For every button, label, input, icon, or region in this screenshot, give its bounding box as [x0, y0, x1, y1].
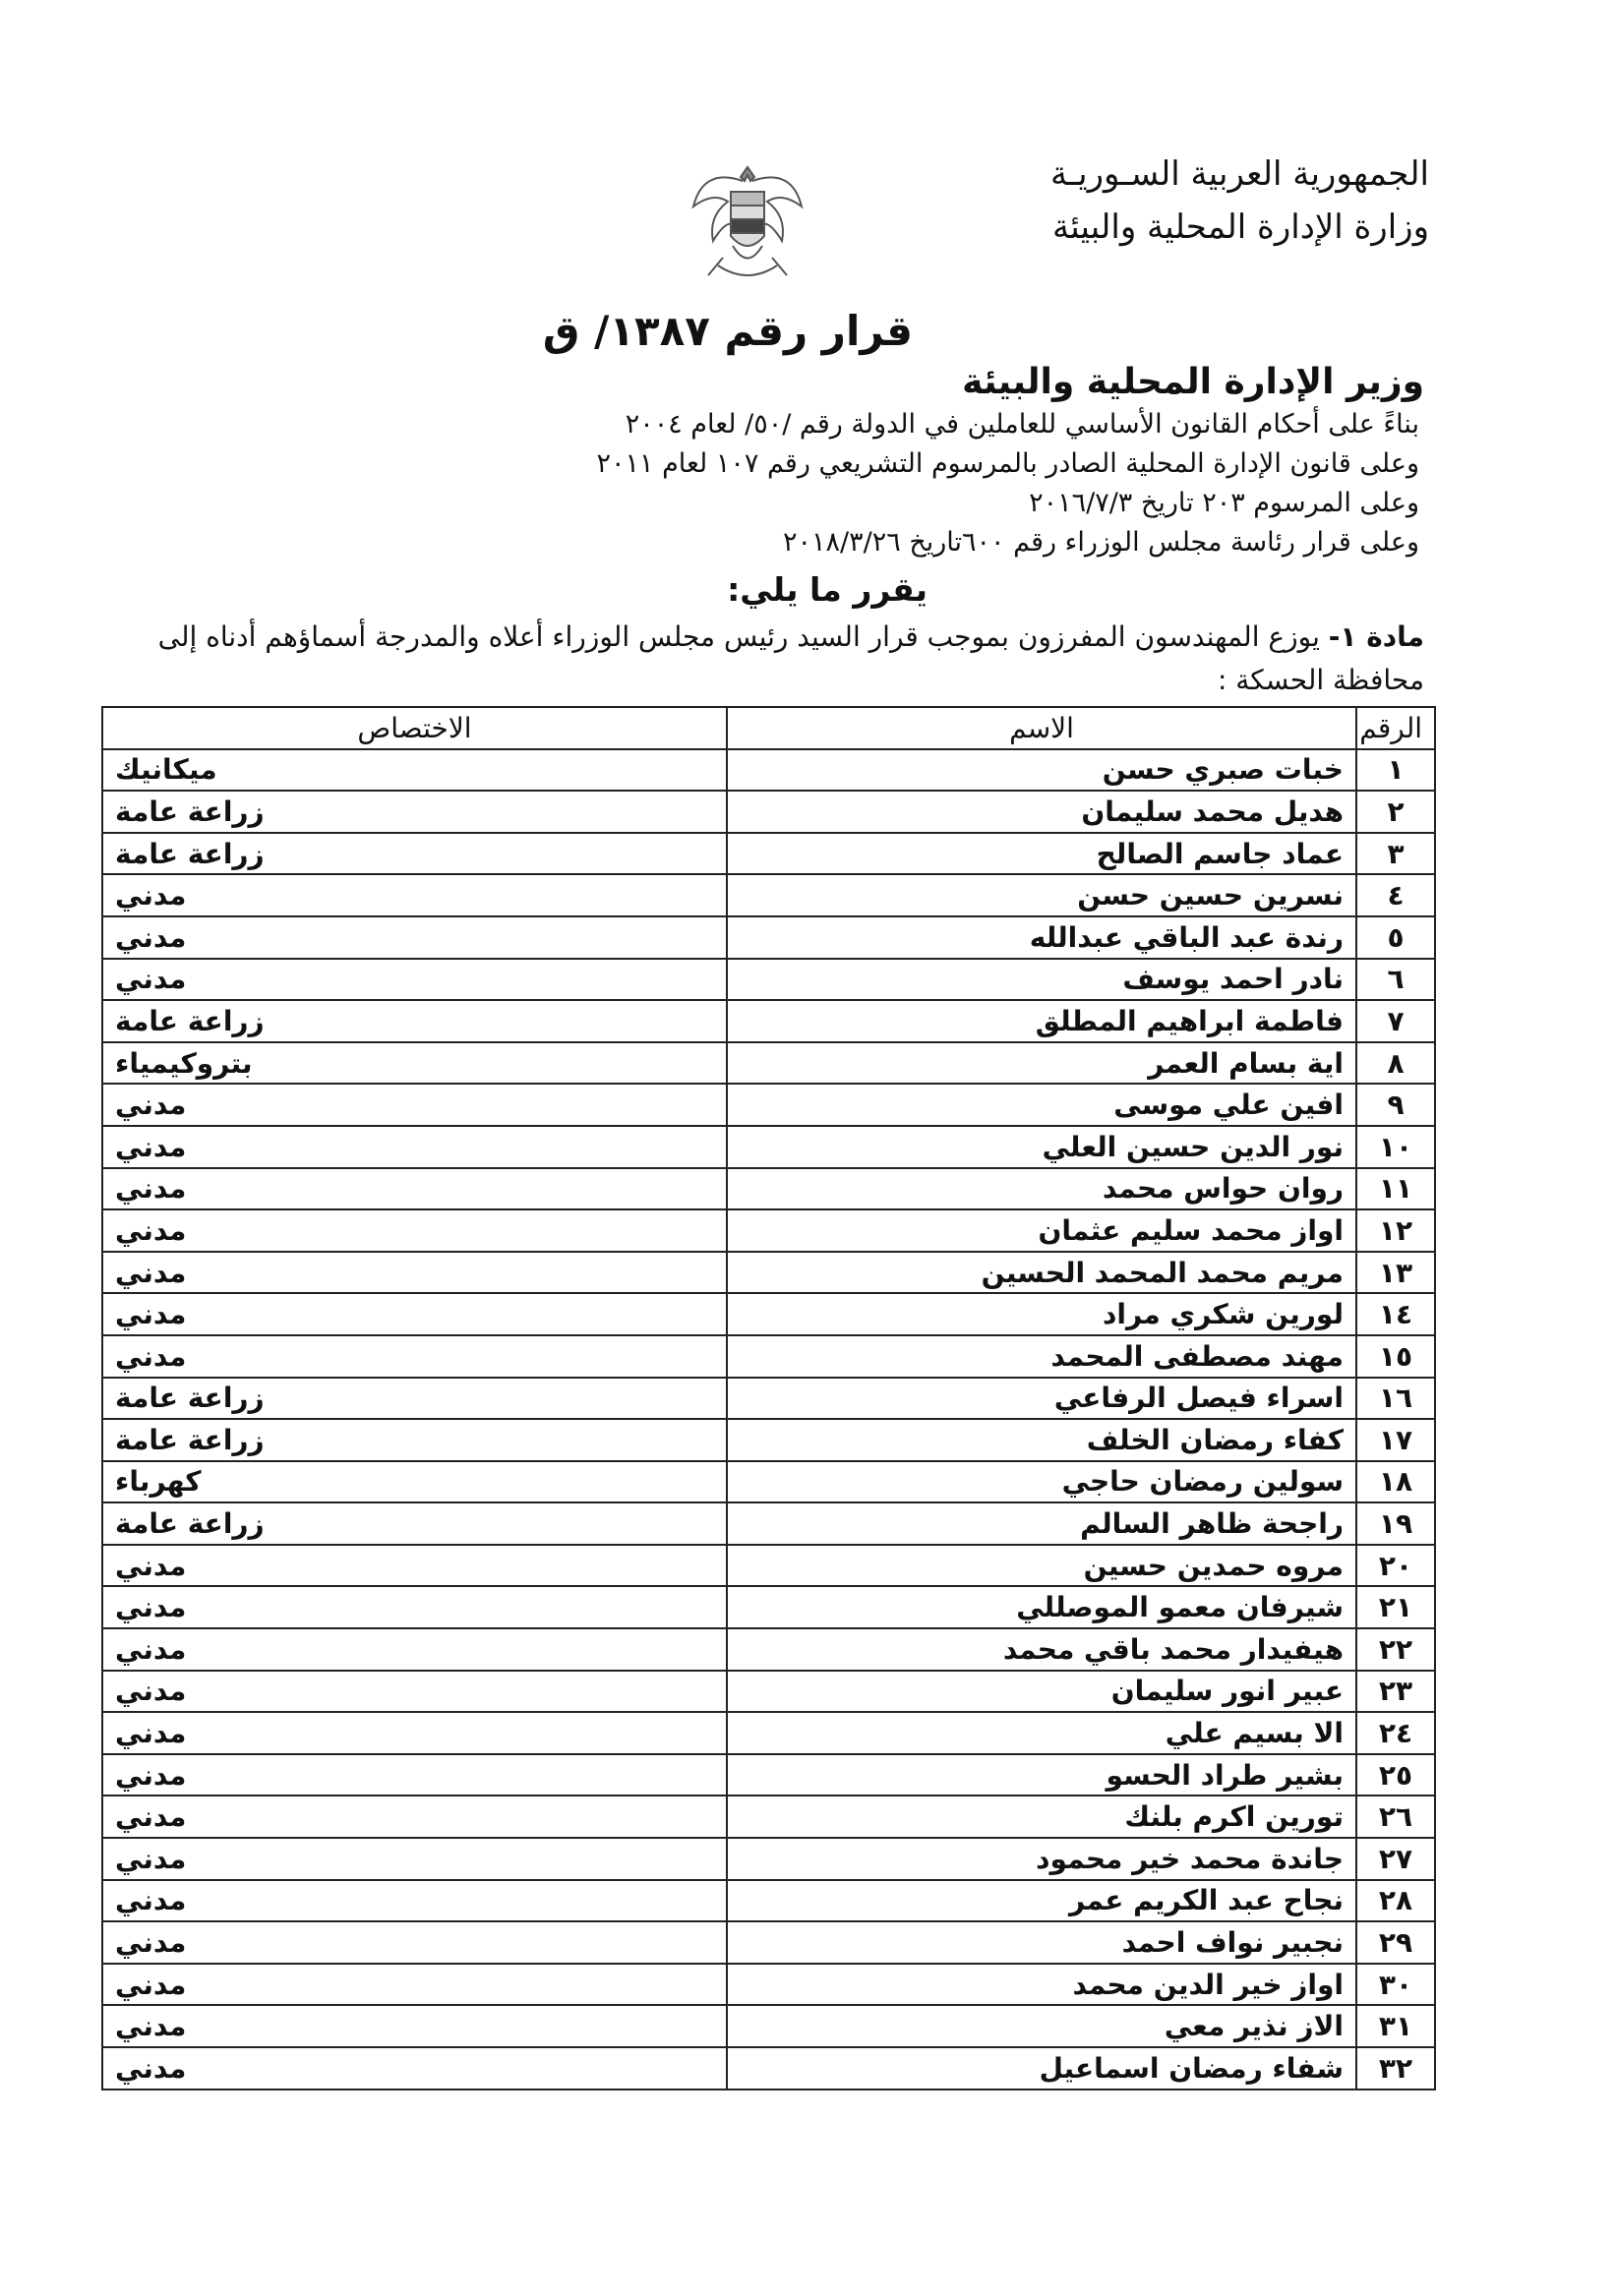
row-number: ١٩ — [1356, 1502, 1435, 1545]
decides-heading: يقرر ما يلي: — [727, 570, 928, 609]
row-specialty: مدني — [102, 1628, 727, 1671]
article-label: مادة ١- — [1328, 620, 1424, 653]
row-specialty: مدني — [102, 1964, 727, 2006]
header-number: الرقم — [1356, 707, 1435, 749]
table-row — [102, 833, 1435, 875]
row-name: عماد جاسم الصالح — [727, 833, 1356, 875]
row-specialty: مدني — [102, 1335, 727, 1378]
row-specialty: ميكانيك — [102, 749, 727, 792]
row-number: ٩ — [1356, 1084, 1435, 1126]
table-row — [102, 874, 1435, 916]
row-specialty: مدني — [102, 1084, 727, 1126]
minister-heading: وزير الإدارة المحلية والبيئة — [962, 362, 1424, 402]
row-number: ٢٨ — [1356, 1880, 1435, 1922]
decision-title: قرار رقم ١٣٨٧/ ق — [542, 307, 913, 355]
row-specialty: مدني — [102, 2047, 727, 2090]
row-name: نسرين حسين حسن — [727, 874, 1356, 916]
table-row — [102, 1084, 1435, 1126]
row-specialty: مدني — [102, 1168, 727, 1210]
row-specialty: زراعة عامة — [102, 1000, 727, 1042]
row-name: روان حواس محمد — [727, 1168, 1356, 1210]
row-name: اسراء فيصل الرفاعي — [727, 1378, 1356, 1420]
row-specialty: مدني — [102, 1545, 727, 1587]
table-row — [102, 1000, 1435, 1042]
row-name: تورين اكرم بلنك — [727, 1796, 1356, 1838]
table-row — [102, 1335, 1435, 1378]
table-row — [102, 791, 1435, 833]
row-specialty: زراعة عامة — [102, 1502, 727, 1545]
row-number: ٢٢ — [1356, 1628, 1435, 1671]
row-specialty: مدني — [102, 1796, 727, 1838]
row-number: ٢٣ — [1356, 1671, 1435, 1713]
row-number: ٣١ — [1356, 2005, 1435, 2047]
row-name: بشير طراد الحسو — [727, 1754, 1356, 1796]
row-name: مريم محمد المحمد الحسين — [727, 1252, 1356, 1294]
row-specialty: مدني — [102, 1671, 727, 1713]
table-row — [102, 749, 1435, 792]
row-name: سولين رمضان حاجي — [727, 1461, 1356, 1503]
row-name: عبير انور سليمان — [727, 1671, 1356, 1713]
row-number: ٣ — [1356, 833, 1435, 875]
row-number: ٧ — [1356, 1000, 1435, 1042]
row-specialty: مدني — [102, 1252, 727, 1294]
table-row — [102, 1628, 1435, 1671]
row-name: اواز محمد سليم عثمان — [727, 1209, 1356, 1252]
table-body — [102, 749, 1435, 2090]
table-row — [102, 1419, 1435, 1461]
row-name: مروه حمدين حسين — [727, 1545, 1356, 1587]
table-row — [102, 1545, 1435, 1587]
row-name: نجاح عبد الكريم عمر — [727, 1880, 1356, 1922]
preamble-line: بناءً على أحكام القانون الأساسي للعاملين في الدولة رقم /٥٠/ لعام ٢٠٠٤ — [625, 409, 1419, 440]
table-row — [102, 1880, 1435, 1922]
table-row — [102, 1921, 1435, 1964]
row-name: شفاء رمضان اسماعيل — [727, 2047, 1356, 2090]
table-row — [102, 1712, 1435, 1754]
row-name: اية بسام العمر — [727, 1042, 1356, 1085]
row-specialty: زراعة عامة — [102, 1419, 727, 1461]
row-number: ١٢ — [1356, 1209, 1435, 1252]
row-number: ٥ — [1356, 916, 1435, 959]
row-name: خبات صبري حسن — [727, 749, 1356, 792]
row-name: راجحة ظاهر السالم — [727, 1502, 1356, 1545]
row-specialty: مدني — [102, 1209, 727, 1252]
row-specialty: مدني — [102, 874, 727, 916]
row-specialty: مدني — [102, 916, 727, 959]
table-row — [102, 1461, 1435, 1503]
preamble — [596, 405, 1419, 562]
row-specialty: مدني — [102, 1921, 727, 1964]
row-name: فاطمة ابراهيم المطلق — [727, 1000, 1356, 1042]
table-row — [102, 1126, 1435, 1168]
table-row — [102, 1838, 1435, 1880]
row-number: ١٨ — [1356, 1461, 1435, 1503]
row-number: ٢٤ — [1356, 1712, 1435, 1754]
row-name: الاز نذير معي — [727, 2005, 1356, 2047]
row-name: شيرفان معمو الموصللي — [727, 1586, 1356, 1628]
preamble-line: وعلى قانون الإدارة المحلية الصادر بالمرسوم التشريعي رقم ١٠٧ لعام ٢٠١١ — [596, 448, 1419, 479]
row-name: مهند مصطفى المحمد — [727, 1335, 1356, 1378]
row-name: نادر احمد يوسف — [727, 959, 1356, 1001]
table-header-row — [102, 707, 1435, 749]
row-number: ١ — [1356, 749, 1435, 792]
article-text: يوزع المهندسون المفرزون بموجب قرار السيد رئيس مجلس الوزراء أعلاه والمدرجة أسماؤهم أدناه إلى محافظة الحسكة : — [157, 620, 1424, 696]
table-row — [102, 1502, 1435, 1545]
row-specialty: كهرباء — [102, 1461, 727, 1503]
ministry-name: وزارة الإدارة المحلية والبيئة — [1052, 207, 1429, 247]
table-row — [102, 1378, 1435, 1420]
row-number: ٢١ — [1356, 1586, 1435, 1628]
letterhead — [1050, 147, 1429, 254]
row-name: نور الدين حسين العلي — [727, 1126, 1356, 1168]
row-number: ٢٧ — [1356, 1838, 1435, 1880]
table-row — [102, 1209, 1435, 1252]
row-specialty: مدني — [102, 1880, 727, 1922]
table-row — [102, 1754, 1435, 1796]
row-specialty: مدني — [102, 1586, 727, 1628]
table-row — [102, 1586, 1435, 1628]
row-specialty: زراعة عامة — [102, 1378, 727, 1420]
table-row — [102, 1042, 1435, 1085]
table-row — [102, 2005, 1435, 2047]
row-number: ١٣ — [1356, 1252, 1435, 1294]
row-name: نجبير نواف احمد — [727, 1921, 1356, 1964]
table-row — [102, 1293, 1435, 1335]
row-number: ٤ — [1356, 874, 1435, 916]
row-number: ١٧ — [1356, 1419, 1435, 1461]
table-row — [102, 1671, 1435, 1713]
row-specialty: مدني — [102, 1712, 727, 1754]
preamble-line: وعلى قرار رئاسة مجلس الوزراء رقم ٦٠٠تاريخ ٢٠١٨/٣/٢٦ — [783, 527, 1419, 558]
row-name: الا بسيم علي — [727, 1712, 1356, 1754]
row-specialty: مدني — [102, 2005, 727, 2047]
row-number: ٦ — [1356, 959, 1435, 1001]
row-name: اواز خير الدين محمد — [727, 1964, 1356, 2006]
row-number: ١٠ — [1356, 1126, 1435, 1168]
row-number: ٢٥ — [1356, 1754, 1435, 1796]
row-number: ٢٦ — [1356, 1796, 1435, 1838]
table-row — [102, 959, 1435, 1001]
row-specialty: زراعة عامة — [102, 833, 727, 875]
table-row — [102, 2047, 1435, 2090]
row-specialty: زراعة عامة — [102, 791, 727, 833]
row-name: هيفيدار محمد باقي محمد — [727, 1628, 1356, 1671]
row-name: جاندة محمد خير محمود — [727, 1838, 1356, 1880]
row-number: ١٥ — [1356, 1335, 1435, 1378]
row-specialty: مدني — [102, 1754, 727, 1796]
row-number: ٢٠ — [1356, 1545, 1435, 1587]
row-specialty: مدني — [102, 1126, 727, 1168]
row-name: رندة عبد الباقي عبدالله — [727, 916, 1356, 959]
preamble-line: وعلى المرسوم ٢٠٣ تاريخ ٢٠١٦/٧/٣ — [1029, 488, 1419, 518]
row-number: ١٦ — [1356, 1378, 1435, 1420]
row-name: لورين شكري مراد — [727, 1293, 1356, 1335]
header-specialty: الاختصاص — [102, 707, 727, 749]
table-row — [102, 1796, 1435, 1838]
table-row — [102, 1252, 1435, 1294]
row-specialty: مدني — [102, 959, 727, 1001]
eagle-emblem-icon — [684, 147, 811, 295]
row-specialty: بتروكيمياء — [102, 1042, 727, 1085]
table-row — [102, 1964, 1435, 2006]
row-number: ٢ — [1356, 791, 1435, 833]
row-specialty: مدني — [102, 1838, 727, 1880]
row-number: ٨ — [1356, 1042, 1435, 1085]
row-specialty: مدني — [102, 1293, 727, 1335]
row-name: هديل محمد سليمان — [727, 791, 1356, 833]
row-name: كفاء رمضان الخلف — [727, 1419, 1356, 1461]
row-number: ٢٩ — [1356, 1921, 1435, 1964]
country-name: الجمهورية العربية السـوريـة — [1049, 154, 1429, 194]
row-number: ٣٢ — [1356, 2047, 1435, 2090]
engineers-table — [101, 706, 1436, 2090]
header-name: الاسم — [727, 707, 1356, 749]
article-1 — [87, 616, 1424, 702]
row-number: ٣٠ — [1356, 1964, 1435, 2006]
row-name: افين علي موسى — [727, 1084, 1356, 1126]
table-row — [102, 916, 1435, 959]
table-row — [102, 1168, 1435, 1210]
row-number: ١١ — [1356, 1168, 1435, 1210]
row-number: ١٤ — [1356, 1293, 1435, 1335]
